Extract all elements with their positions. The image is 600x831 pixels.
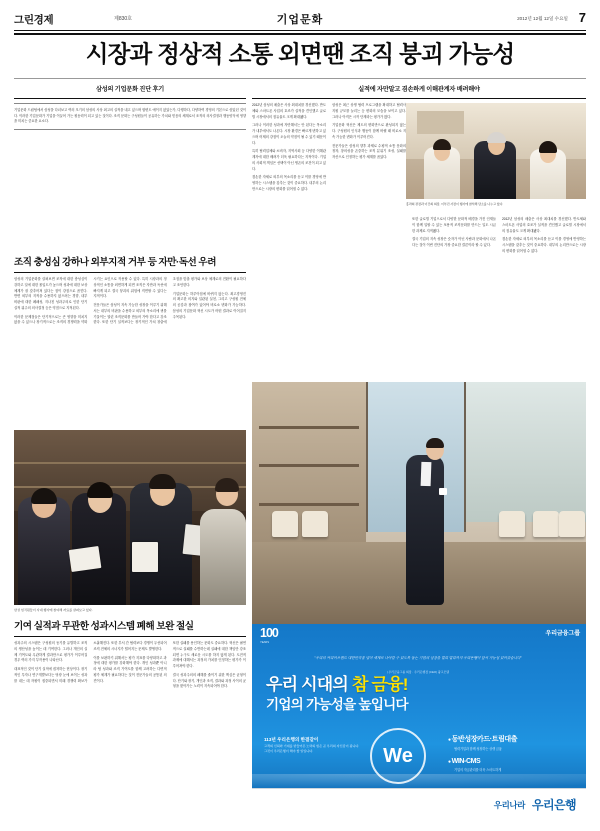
left-photo-caption: 삼성 임직원들이 사내 행사에 참여해 자료를 살펴보고 있다. <box>14 608 93 612</box>
left-section-2-body <box>14 641 246 690</box>
ad-we-mark: We <box>370 728 426 784</box>
paragraph: 삼성은 최근 상생 협력 프로그램을 확대하고 협력사 지원 규모를 늘리는 등 변화의 모습을 보이고 있다. 그러나 아직은 시작 단계라는 평가가 많다. <box>332 103 406 119</box>
paragraph: 2012년 삼성의 매출은 사상 최대치를 경신했다. 반도체와 스마트폰 사업의 호조가 실적을 견인했고 글로벌 시장에서의 점유율도 크게 확대됐다. <box>252 103 326 119</box>
left-kicker: 삼성의 기업문화 진단 후기 <box>95 86 165 93</box>
paragraph: 전문가들은 삼성의 향후 과제로 수평적 소통 문화의 정착, 창의성을 존중하는 조직 분위기 조성, 실패를 자산으로 인정하는 평가 체계를 꼽았다. <box>332 143 406 159</box>
middle-column-2 <box>332 103 406 255</box>
ad-headline-1-text: 우리 시대의 <box>266 675 352 694</box>
divider-top-thick <box>14 33 586 36</box>
divider-headline <box>14 78 586 79</box>
advertisement[interactable] <box>252 624 586 818</box>
paragraph: 이를 보완하기 위해서는 평가 지표를 다양화하고 과정에 대한 평가를 강화해야 한다. 개인 성과뿐 아니라 팀 성과와 조직 기여도를 함께 고려하는 다면적 평가 체계가 필요하다는 것이 전문가들의 공통된 의견이다. <box>93 655 167 683</box>
ad-small-copy-text: 고객의 신뢰와 기대를 받들어온 노력의 힘은 곧 우리의 자신감이 됩니다. 그것이 우리은행이 해야 할 일입니다. <box>264 744 360 754</box>
middle-column-1 <box>252 103 326 255</box>
publication-date: 2012년 12월 12일 수요일 <box>517 16 568 21</box>
divider-left-section-1 <box>14 272 246 273</box>
ad-footer <box>252 788 586 818</box>
page-number: 7 <box>578 10 586 25</box>
divider-left-section-2 <box>14 636 246 637</box>
ad-small-copy-title: 113년 우리은행의 한결같이 <box>264 737 319 742</box>
middle-photo-scene <box>406 103 586 199</box>
paragraph: 2012년 삼성의 매출은 사상 최대치를 경신했다. 반도체와 스마트폰 사업의 호조가 실적을 견인했고 글로벌 시장에서의 점유율도 크게 확대됐다. <box>502 217 586 233</box>
feature-photo <box>252 382 586 624</box>
middle-photo-caption: 홍라희 관장과 이건희 회장, 이부진 사장이 행사에 참석해 담소를 나누고 있다. <box>406 202 504 206</box>
page-headline: 시장과 정상적 소통 외면땐 조직 붕괴 가능성 <box>85 41 515 67</box>
middle-photo-wrap <box>406 103 586 213</box>
coffee-cup-icon <box>439 488 447 495</box>
paragraph: 결국 성과주의의 폐해를 줄이기 위한 핵심은 균형이다. 단기와 장기, 개인과 조직, 결과와 과정 사이의 균형을 찾아가는 노력이 지속되어야 한다. <box>172 672 246 689</box>
paragraph: 삼성의 기업문화를 살펴보면 조직에 대한 충성심이 강하고 일에 대한 몰입도가 높으며 성과에 대한 보상체계가 잘 갖추어져 있다는 점이 강점으로 꼽힌다. 반면 외부의 지적을 수용하지 않으려는 경향, 내부 비판에 대한 폐쇄성, 지나친 성과주의로 인한 단기 실적 위주의 의사결정 등은 약점으로 지적된다. <box>14 277 88 310</box>
ad-logo-number: 100 <box>260 626 278 640</box>
ad-anniversary-logo <box>260 627 296 647</box>
left-lead-box <box>14 103 246 130</box>
ad-footer-brand-2: 우리은행 <box>532 798 576 812</box>
divider-top <box>14 30 586 31</box>
left-section-1-title: 조직 충성심 강하나 외부지적 거부 등 자만·독선 우려 <box>14 257 216 268</box>
middle-photo <box>406 103 586 199</box>
ad-quote-attribution: | 우리금융그룹 회장 · 우리은행장 (CEO) 광고모델 <box>386 670 450 674</box>
left-section-1 <box>14 254 246 326</box>
ad-bullet-label[interactable]: ● 동반성장카드·트림대출 <box>448 734 582 744</box>
ad-headline-2: 기업의 가능성을 높입니다 <box>266 697 408 712</box>
paragraph: 결국 기업의 지속 성장은 숫자가 아닌 사람과 문화에서 나온다는 것이 이번 진단의 가장 중요한 결론이라 할 수 있다. <box>412 237 496 247</box>
ad-quote: "우리의 커리어브랜드 대한민국을 넘어 세계로 나아갈 수 있도록 돕는 기업의 성장을 멀리 멀리까지 우리은행이 앞서 가능성 있어갔습니다" <box>314 656 522 660</box>
paragraph: 또한 실패를 용인하는 문화도 중요하다. 혁신은 필연적으로 실패를 수반하는데 실패에 대한 책임만 강조되면 누구도 새로운 시도를 하지 않게 된다. 도전적 과제에 대해서는 과정의 가치를 인정하는 평가가 이루어져야 한다. <box>172 641 246 668</box>
paragraph: 겸손한 자세로 외부의 목소리를 듣고 이를 경영에 반영하는 시스템을 갖추는 것이 중요하다. 내부의 논리만으로는 시장의 변화를 읽어낼 수 없다. <box>502 237 586 253</box>
ad-footer-brand-1: 우리나라 <box>493 799 526 810</box>
ad-headline-1 <box>266 670 408 695</box>
ad-bullet-list <box>448 734 582 779</box>
ad-bullet-desc: 기업의 자금관리를 더욱 스마트하게 <box>454 768 502 772</box>
paragraph: 특히 협력업체와 소비자, 지역사회 등 다양한 이해관계자에 대한 배려가 더욱 필요하다는 지적이다. 기업의 사회적 책임은 선택이 아닌 생존의 조건이 되고 있다. <box>252 149 326 171</box>
newspaper-logo: 그린경제 <box>14 14 54 26</box>
paragraph: 이러한 문제점들은 단기적으로는 큰 영향을 미치지 않을 수 있으나 장기적으로는 조직의 경쟁력을 약화시키는 요인으로 작용할 수 있다. 특히 시장과의 정상적인 소통을 외면하게 되면 조직은 자만과 독선에 빠지게 되고 결국 붕괴의 위험에 직면할 수 있다는 지적이다. <box>14 277 167 325</box>
paragraph: 겸손한 자세로 외부의 목소리를 듣고 이를 경영에 반영하는 시스템을 갖추는 것이 중요하다. 내부의 논리만으로는 시장의 변화를 읽어낼 수 없다. <box>252 175 326 191</box>
ad-bullet-label[interactable]: ● WIN-CMS <box>448 758 582 765</box>
feature-photo-scene <box>252 382 586 624</box>
ad-small-copy <box>264 736 362 754</box>
left-photo <box>14 430 246 605</box>
ad-logo-sub: YEARS <box>260 639 269 644</box>
left-section-2 <box>14 618 246 690</box>
left-lead-text: 기업문화 드림팀에서 삼성을 다녀보고 여러 모기의 삼성의 사상 최고의 실적을 내고 있으며 합변도 예이지 않았는가, 다행하다, 다양하여 경영의 기본으로 삼았던 것이다. 이러한 기업문화가 기업을 이끌어 가는 원동력이 되고 있는 것이다. 조직 문화는 구성원들이 공유하는 가치와 믿음의 체계로서 조직의 의사결정과 행동양식에 영향을 미치는 중요한 요소다. <box>14 108 246 124</box>
divider-left-kicker <box>14 98 246 99</box>
middle-article <box>252 84 586 255</box>
middle-grid <box>252 103 586 255</box>
paragraph: 전문가들은 삼성이 지속 가능한 성장을 이루기 위해서는 내부의 비판을 수용하고 외부의 목소리에 귀를 기울이는 열린 조직문화를 만들어 가야 한다고 강조한다. 또한 단기 실적보다는 장기적인 가치 창출에 초점을 맞춘 평가와 보상 체계로의 전환이 필요하다고 조언한다. <box>93 277 246 325</box>
paragraph: 성과주의 시스템은 구성원의 동기를 유발하고 조직의 생산성을 높이는 데 기여한다. 그러나 개인의 실제 기여도와 무관하게 결과만으로 평가가 이루어질 경우 여러 가지 부작용이 나타난다. <box>14 641 88 663</box>
left-section-2-title: 기여 실적과 무관한 성과시스템 폐해 보완 절실 <box>14 621 194 632</box>
ad-headline-1-highlight: 참 금융! <box>351 675 408 694</box>
divider-middle-kicker <box>252 98 586 99</box>
paragraph: 기업문화는 하루아침에 바뀌지 않는다. 최고경영진의 확고한 의지와 일관된 실천, 그리고 구성원 전체의 공감과 참여가 있어야 비로소 변화가 가능하다. 삼성의 기업문화 혁신 시도가 어떤 결과로 이어질지 주목된다. <box>172 291 246 319</box>
masthead <box>14 10 586 32</box>
issue-number: 제830호 <box>114 16 133 22</box>
paragraph: 기업문화 혁신은 제도의 변화만으로 완성되지 않는다. 구성원의 인식과 행동이 함께 바뀔 때 비로소 지속 가능한 변화가 이루어진다. <box>332 123 406 139</box>
paragraph: 그러나 이러한 성과에 자만해서는 안 된다는 목소리가 내부에서도 나온다. 시장 환경은 빠르게 변하고 있으며 어제의 강점이 오늘의 약점이 될 수 있기 때문이다. <box>252 123 326 145</box>
paragraph: 또한 글로벌 기업으로서 다양한 문화적 배경을 가진 인재들이 함께 일할 수 있는 포용적 조직문화를 만드는 일도 시급한 과제로 지적됐다. <box>412 217 496 233</box>
middle-kicker: 실적에 자만말고 겸손하게 이해관계자 배려해야 <box>358 86 480 93</box>
ad-brand-label: 우리금융그룹 <box>545 630 580 637</box>
ad-wave-decoration <box>252 774 586 788</box>
left-photo-scene <box>14 430 246 605</box>
section-title: 기업문화 <box>276 14 324 26</box>
left-section-1-body <box>14 277 246 326</box>
ad-bullet-desc: 협력기업과 함께 성장하는 상생 금융 <box>454 747 502 751</box>
left-article <box>14 84 246 134</box>
paragraph: 대표적인 것이 단기 실적에 집착하는 현상이다. 장기적인 투자나 연구개발보다는 당장 눈에 보이는 성과를 내는 데 자원이 집중되면서 미래 경쟁력 확보가 소홀해진다. 또한 부서 간 협력보다 경쟁이 우선되어 조직 전체의 시너지가 떨어지는 문제도 발생한다. <box>14 641 167 683</box>
